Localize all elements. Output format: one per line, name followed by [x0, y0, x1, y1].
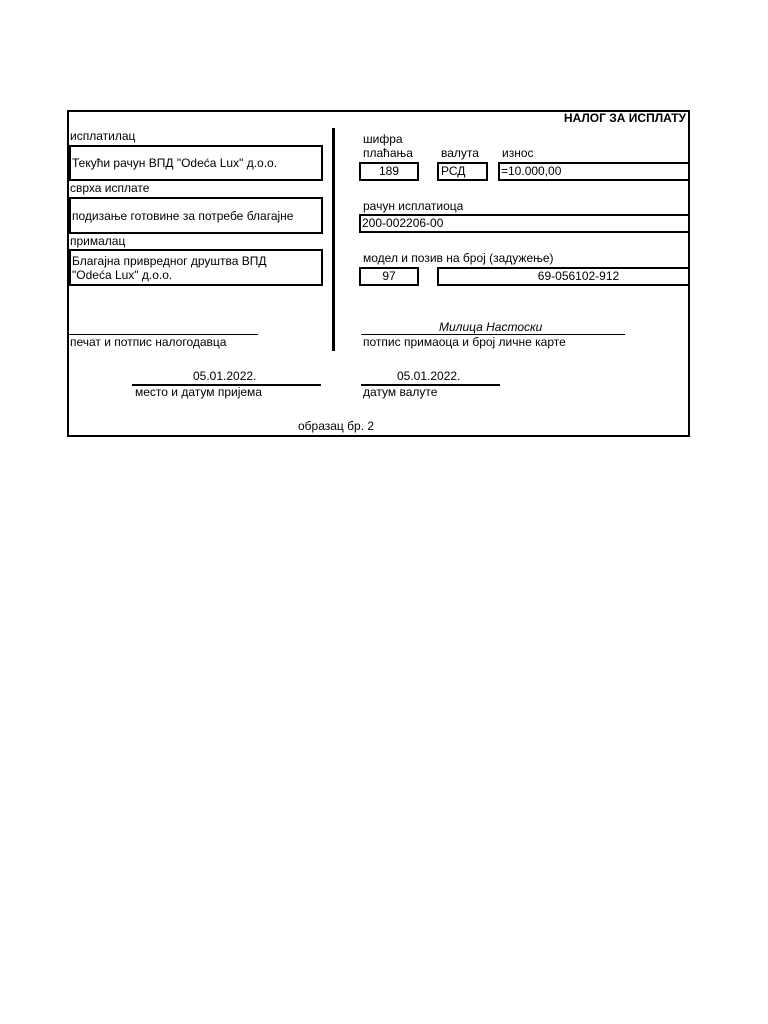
model-field[interactable]	[359, 267, 419, 286]
recipient-line-1: Благајна привредног друштва ВПД	[72, 254, 267, 268]
purpose-value: подизање готовине за потребе благајне	[72, 209, 294, 223]
payment-code-label-2: плаћања	[363, 146, 413, 160]
reference-value: 69-056102-912	[537, 269, 620, 283]
column-divider	[332, 128, 335, 351]
value-date-label: датум валуте	[363, 385, 438, 399]
recipient-signature-label: потпис примаоца и број личне карте	[363, 335, 566, 349]
recipient-label: прималац	[70, 234, 126, 248]
stamp-label: печат и потпис налогодавца	[70, 335, 227, 349]
model-value: 97	[382, 269, 396, 283]
form-number: образац бр. 2	[298, 419, 375, 433]
payment-code-label-1: шифра	[363, 132, 403, 146]
payment-code-field[interactable]	[359, 162, 419, 181]
place-date-label: место и датум пријема	[135, 385, 262, 399]
form-title: НАЛОГ ЗА ИСПЛАТУ	[563, 111, 686, 125]
model-label: модел и позив на број (задужење)	[363, 251, 554, 265]
purpose-field[interactable]	[69, 197, 323, 234]
purpose-label: сврха исплате	[70, 181, 150, 195]
payer-account-label: рачун исплатиоца	[363, 199, 464, 213]
payer-account-field[interactable]	[359, 214, 690, 233]
currency-field[interactable]	[437, 162, 488, 181]
currency-value: РСД	[441, 164, 466, 178]
payer-field[interactable]	[69, 145, 323, 181]
value-date-value: 05.01.2022.	[397, 369, 461, 383]
recipient-signature-value: Милица Настоски	[439, 320, 543, 334]
payer-label: исплатилац	[70, 129, 136, 143]
amount-value: =10.000,00	[501, 164, 562, 178]
amount-label: износ	[502, 146, 534, 160]
payer-value: Текући рачун ВПД "Odeća Lux" д.о.о.	[72, 156, 278, 170]
place-date-value: 05.01.2022.	[193, 369, 257, 383]
payment-code-value: 189	[378, 164, 400, 178]
payment-order-form	[67, 110, 690, 437]
recipient-field[interactable]	[69, 249, 323, 286]
reference-number-field[interactable]	[437, 267, 690, 286]
payer-account-value: 200-002206-00	[362, 216, 444, 230]
amount-field[interactable]	[498, 162, 690, 181]
currency-label: валута	[441, 146, 479, 160]
recipient-line-2: "Odeća Lux" д.о.о.	[72, 268, 173, 282]
